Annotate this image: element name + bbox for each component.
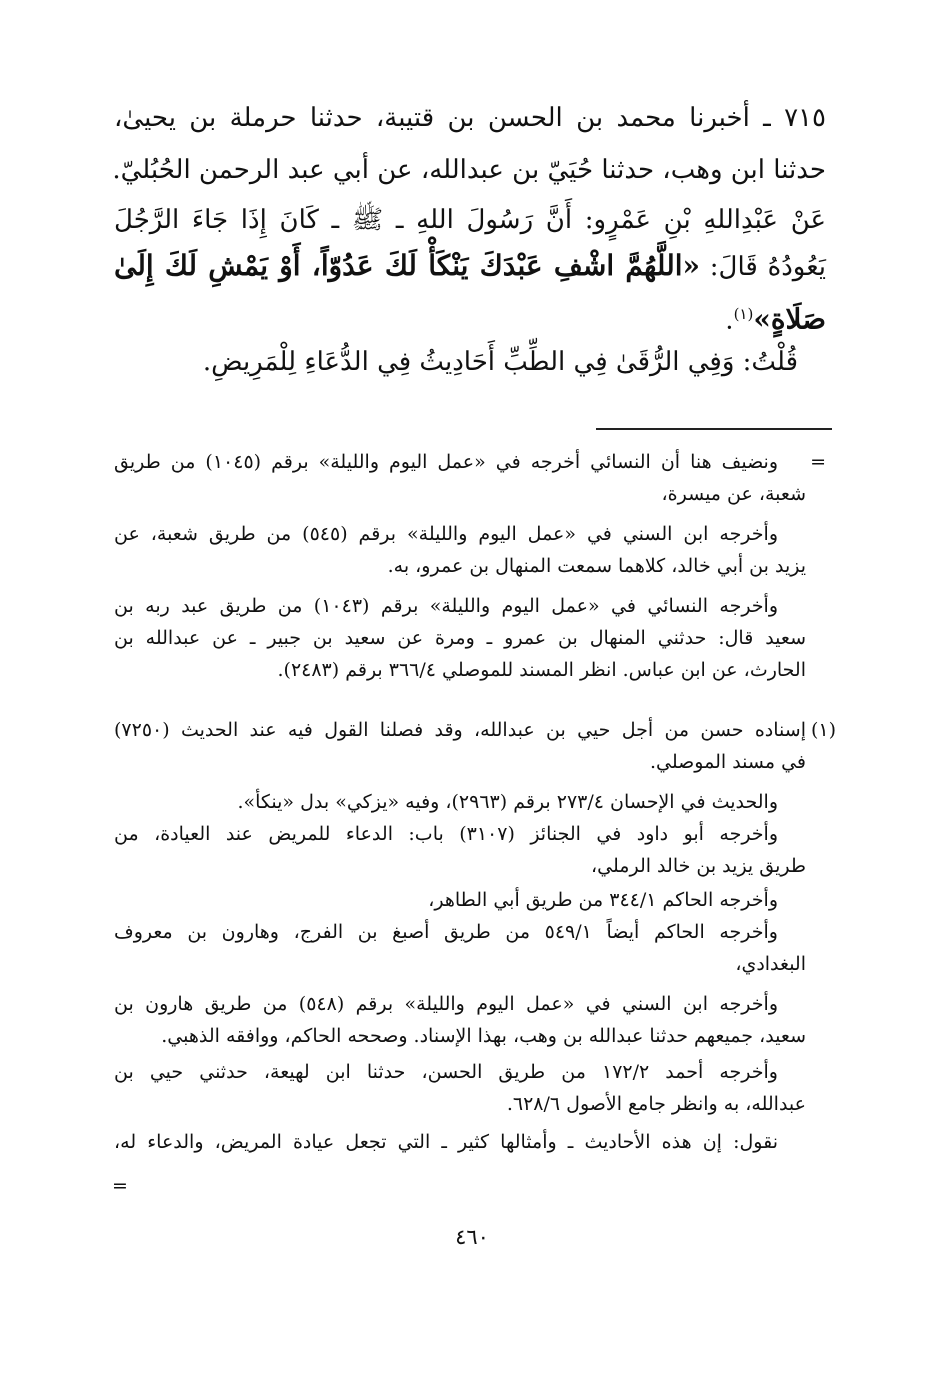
footnote-line: يزيد بن أبي خالد، كلاهما سمعت المنهال بن عمرو، به.	[387, 555, 806, 577]
hadith-end-dot: .	[725, 305, 734, 336]
footnote-separator	[596, 428, 832, 430]
footnote-line: وأخرجه ابن السني في «عمل اليوم والليلة» برقم (٥٤٥) من طريق شعبة، عن	[114, 523, 778, 545]
hadith-matn-intro: يَعُودُهُ قَالَ:	[709, 252, 826, 282]
footnote-line: إسناده حسن من أجل حيي بن عبدالله، وقد فصلنا القول فيه عند الحديث (٧٢٥٠)	[114, 719, 806, 741]
footnote-line: الحارث، عن ابن عباس. انظر المسند للموصلي ٣٦٦/٤ برقم (٢٤٨٣).	[277, 659, 806, 681]
footnote-line: سعيد، جميعهم حدثنا عبدالله بن وهب، بهذا الإسناد. وصححه الحاكم، ووافقه الذهبي.	[161, 1025, 806, 1047]
hadith-isnad-line-1: ٧١٥ ـ أخبرنا محمد بن الحسن بن قتيبة، حدثنا حرملة بن يحيىٰ،	[114, 103, 826, 133]
footnote-line: والحديث في الإحسان ٢٧٣/٤ برقم (٢٩٦٣)، وفيه «يزكي» بدل «ينكأ».	[237, 791, 778, 813]
footnote-line: ونضيف هنا أن النسائي أخرجه في «عمل اليوم والليلة» برقم (١٠٤٥) من طريق	[114, 451, 779, 473]
hadith-dua-end: صَلَاةٍ»	[753, 302, 826, 336]
hadith-block	[114, 98, 826, 382]
footnote-line: وأخرجه أبو داود في الجنائز (٣١٠٧) باب: الدعاء للمريض عند العيادة، من	[114, 823, 779, 845]
footnote-line: طريق يزيد بن خالد الرملي،	[591, 855, 806, 877]
page-number: ٤٦٠	[455, 1225, 489, 1249]
continued-marker: =	[112, 1175, 128, 1197]
footnote-line: شعبة، عن ميسرة،	[661, 483, 806, 505]
hadith-matn-line-3	[114, 294, 826, 334]
hadith-matn-line-1: عَنْ عَبْدِاللهِ بْنِ عَمْرٍو: أَنَّ رَسُولَ اللهِ ـ ﷺ ـ كَانَ إِذَا جَاءَ الرَّجُلَ	[114, 205, 826, 235]
hadith-dua-text: «اللَّهُمَّ اشْفِ عَبْدَكَ يَنْكَأْ لَكَ عَدُوّاً، أَوْ يَمْشِ لَكَ إِلَىٰ	[114, 249, 701, 282]
footnote-reference: (١)	[733, 305, 754, 323]
continuation-marker: =	[810, 451, 826, 473]
footnote-line: وأخرجه ابن السني في «عمل اليوم والليلة» برقم (٥٤٨) من طريق هارون بن	[114, 993, 778, 1015]
footnote-line: في مسند الموصلي.	[650, 751, 806, 773]
footnote-line: سعيد قال: حدثني المنهال بن عمرو ـ ومرة عن سعيد بن جبير ـ عن عبدالله بن	[114, 627, 806, 649]
hadith-matn-line-2	[114, 246, 826, 286]
footnote-line: وأخرجه الحاكم أيضاً ٥٤٩/١ من طريق أصبغ بن الفرج، وهارون بن معروف	[114, 921, 778, 943]
footnote-1-block	[114, 714, 806, 1158]
footnote-line: نقول: إن هذه الأحاديث ـ وأمثالها كثير ـ التي تجعل عيادة المريض، والدعاء له،	[114, 1131, 778, 1153]
hadith-isnad-line-2: حدثنا ابن وهب، حدثنا حُيَيّ بن عبدالله، عن أبي عبد الرحمن الحُبُليّ.	[112, 155, 826, 185]
footnotes-block	[114, 446, 806, 686]
footnote-line: عبدالله، به وانظر جامع الأصول ٦٢٨/٦.	[506, 1093, 806, 1115]
footnote-1-marker: (١)	[810, 719, 836, 741]
editor-note: قُلْتُ: وَفِي الرُّقَىٰ فِي الطِّبِّ أَحَادِيثُ فِي الدُّعَاءِ لِلْمَرِيضِ.	[202, 347, 798, 377]
footnote-line: البغدادي،	[735, 953, 806, 975]
footnote-line: وأخرجه النسائي في «عمل اليوم والليلة» برقم (١٠٤٣) من طريق عبد ربه بن	[114, 595, 778, 617]
footnote-line: وأخرجه الحاكم ٣٤٤/١ من طريق أبي الطاهر،	[428, 889, 778, 911]
footnote-line: وأخرجه أحمد ١٧٢/٢ من طريق الحسن، حدثنا ابن لهيعة، حدثني حيي بن	[114, 1061, 778, 1083]
